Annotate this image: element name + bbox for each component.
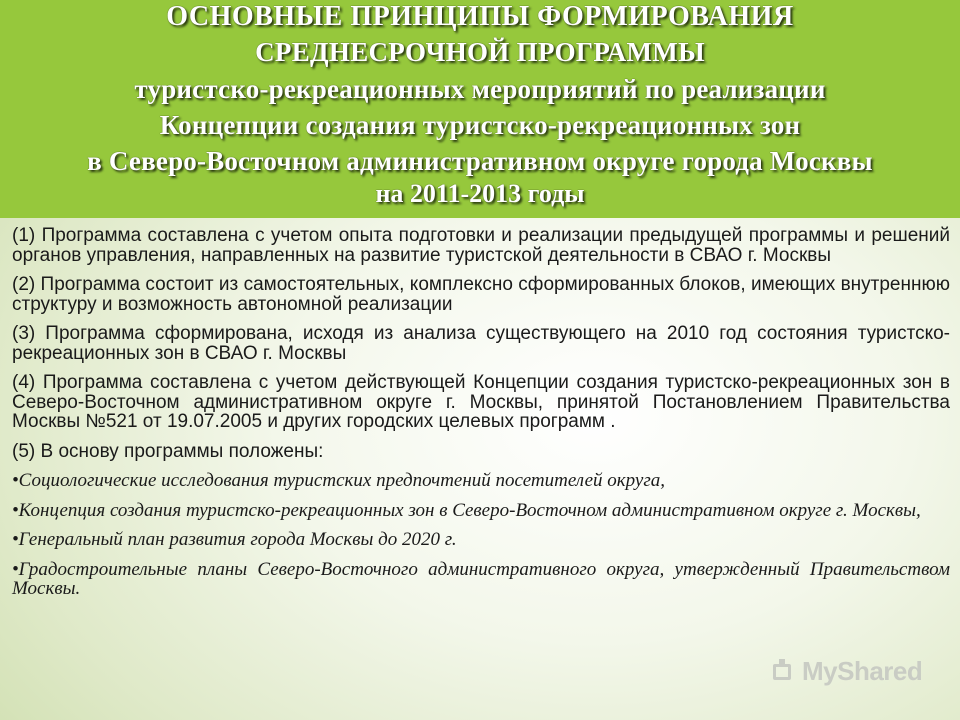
principle-item: (4) Программа составлена с учетом действующей Концепции создания туристско-рекреационных зон в Северо-Восточном административном округе г. Москвы, принятой Постановлением Правительства Москвы №521 от 19.07.2005 и других городских целевых программ . xyxy=(12,372,950,432)
watermark-text: MyShared xyxy=(802,656,923,686)
presentation-icon xyxy=(770,659,796,685)
slide-body xyxy=(12,226,950,609)
title-line: СРЕДНЕСРОЧНОЙ ПРОГРАММЫ xyxy=(255,37,705,67)
basis-item: •Концепция создания туристско-рекреационных зон в Северо-Восточном административном округе г. Москвы, xyxy=(12,499,921,521)
principle-item: (3) Программа сформирована, исходя из анализа существующего на 2010 год состояния туристско-рекреационных зон в СВАО г. Москвы xyxy=(12,323,950,364)
title-line: туристско-рекреационных мероприятий по реализации xyxy=(134,74,826,104)
slide-title xyxy=(0,0,960,209)
title-line: Концепции создания туристско-рекреационных зон xyxy=(159,110,801,140)
basis-item: •Генеральный план развития города Москвы до 2020 г. xyxy=(12,529,457,550)
principle-item: (5) В основу программы положены: xyxy=(12,440,324,462)
basis-item: •Социологические исследования туристских предпочтений посетителей округа, xyxy=(12,470,665,491)
basis-item: •Градостроительные планы Северо-Восточного административного округа, утвержденный Правительством Москвы. xyxy=(12,558,950,599)
title-line: ОСНОВНЫЕ ПРИНЦИПЫ ФОРМИРОВАНИЯ xyxy=(166,1,794,32)
myshared-watermark xyxy=(770,656,922,687)
principle-item: (2) Программа состоит из самостоятельных, комплексно сформированных блоков, имеющих внутреннюю структуру и возможность автономной реализации xyxy=(12,274,950,315)
title-line: в Северо-Восточном административном округе города Москвы xyxy=(87,146,873,176)
principle-item: (1) Программа составлена с учетом опыта подготовки и реализации предыдущей программы и решений органов управления, направленных на развитие туристской деятельности в СВАО г. Москвы xyxy=(12,225,950,266)
title-line: на 2011-2013 годы xyxy=(375,179,585,208)
